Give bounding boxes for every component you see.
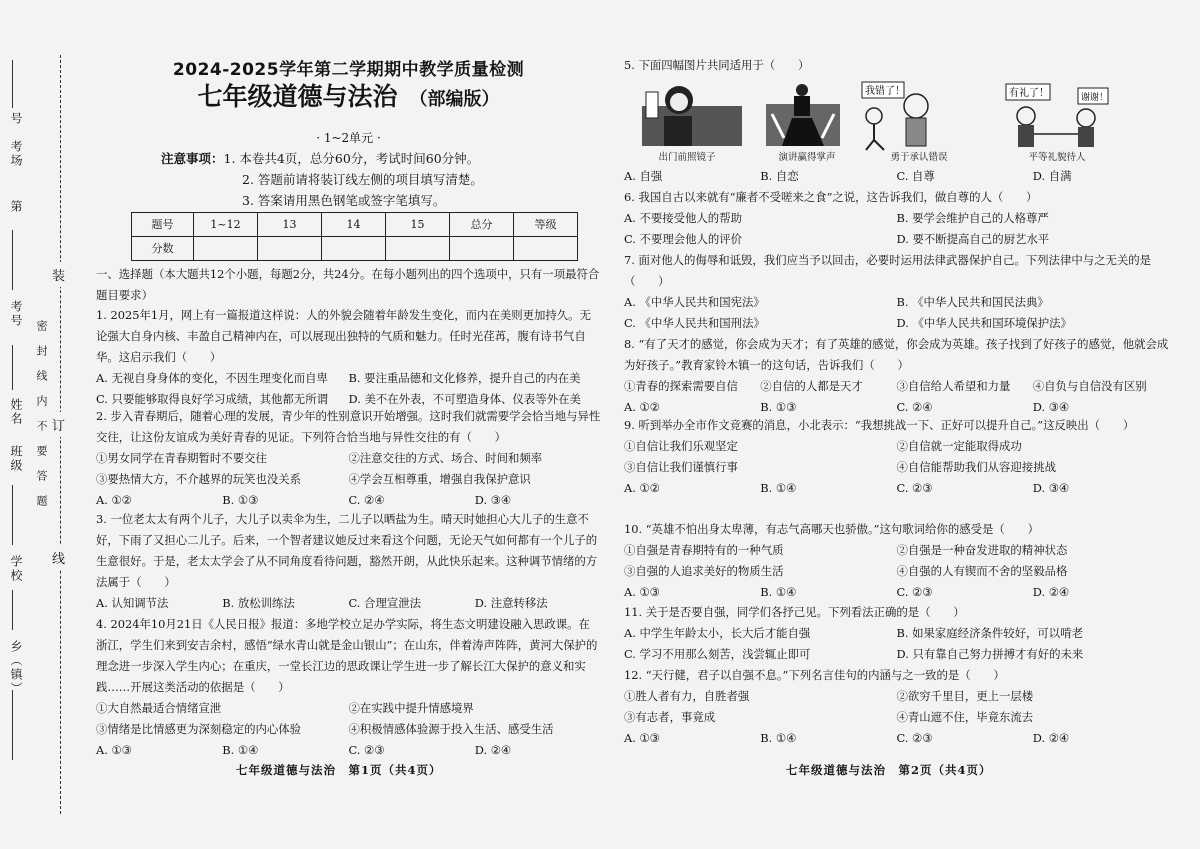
page-1-footer: 七年级道德与法治 第1页（共4页） (236, 763, 442, 777)
question-stem: 4. 2024年10月21日《人民日报》报道：多地学校立足办学实际，将生态文明建设融入思政课。在浙江，学生们来到安吉余村，感悟“绿水青山就是金山银山”；在山东，伴着涛声阵阵，黄河大保护的理念进一步深入学生内心；在重庆，一堂长江边的思政课让学生进一步了解长江大保护的意义和实践……开展这类活动的依据是（ ） (96, 617, 598, 694)
option-c[interactable]: C. 合理宣泄法 (348, 596, 422, 610)
score-header: 13 (258, 213, 322, 237)
question-1 (96, 305, 601, 410)
option-a[interactable]: A. ①② (624, 400, 660, 414)
question-stem: 3. 一位老太太有两个儿子，大儿子以卖伞为生，二儿子以晒盐为生。晴天时她担心大儿子的生意不好，下雨了又担心二儿子。后来，一个智者建议她反过来看这个问题，无论天气如何都有一个儿子的生意很好。于是，老太太学会了从不同角度看待问题，豁然开朗，从此快乐起来。这种调节情绪的方法属于（ ） (96, 512, 598, 589)
score-row (132, 237, 578, 261)
label-di: 第 (9, 200, 23, 214)
score-table (131, 212, 578, 261)
fold-note-2: 封 (35, 345, 48, 356)
option-c[interactable]: C. ②③ (896, 585, 933, 599)
label-kaohao: 考号 (9, 300, 23, 328)
fold-note-4: 内 (35, 395, 48, 406)
option-c[interactable]: C. ②④ (348, 493, 385, 507)
binding-margin (0, 0, 92, 849)
blank-class[interactable] (12, 485, 13, 545)
question-9 (624, 415, 1169, 499)
option-a[interactable]: A. 无视自身身体的变化，不因生理变化而自卑 (96, 371, 328, 385)
question-3 (96, 509, 601, 614)
blank-exam-no[interactable] (12, 230, 13, 290)
item-1: ①青春的探索需要自信 (624, 379, 738, 393)
item-4: ④自强的人有锲而不舍的坚毅品格 (896, 564, 1068, 578)
question-options (96, 740, 601, 761)
option-a[interactable]: A. ①③ (624, 585, 660, 599)
question-stem: 10. “英雄不怕出身太卑薄，有志气高哪天也骄傲。”这句歌词给你的感受是（ ） (624, 522, 1039, 536)
question-items (96, 448, 601, 490)
option-c[interactable]: C. 学习不用那么刻苦，浅尝辄止即可 (624, 647, 811, 661)
item-2: ②在实践中提升情感境界 (348, 701, 474, 715)
item-3: ③自信让我们谨慎行事 (624, 460, 738, 474)
option-a[interactable]: A. 不要接受他人的帮助 (624, 211, 742, 225)
subject-title (96, 82, 601, 111)
label-town: 乡（镇） (9, 640, 23, 696)
item-4: ④学会互相尊重，增强自我保护意识 (348, 472, 531, 486)
question-items (624, 376, 1169, 397)
option-c[interactable]: C. ②④ (896, 400, 933, 414)
option-b[interactable]: B. 《中华人民共和国民法典》 (896, 295, 1049, 309)
exam-title: 2024-2025学年第二学期期中教学质量检测 (172, 60, 525, 80)
option-c[interactable]: C. ②③ (896, 731, 933, 745)
item-3: ③有志者，事竟成 (624, 710, 716, 724)
picture-speech-icon (766, 84, 840, 146)
option-b[interactable]: B. ①④ (760, 585, 797, 599)
question-8 (624, 334, 1169, 418)
section-1-heading: 一、选择题（本大题共12个小题，每题2分，共24分。在每小题列出的四个选项中，只有一项最符合题目要求） (96, 267, 600, 302)
item-1: ①大自然最适合情绪宣泄 (96, 701, 222, 715)
question-items (624, 686, 1169, 728)
label-school: 学校 (9, 555, 23, 583)
question-6 (624, 187, 1169, 250)
question-options (624, 623, 1169, 665)
option-d[interactable]: D. ③④ (474, 493, 512, 507)
question-11 (624, 602, 1169, 665)
option-b[interactable]: B. 自恋 (760, 169, 799, 183)
item-4: ④自信能帮助我们从容迎接挑战 (896, 460, 1056, 474)
question-options (96, 490, 601, 511)
label-class: 班级 (9, 445, 23, 473)
bubble-text: 我错了！ (865, 86, 905, 97)
option-b[interactable]: B. 如果家庭经济条件较好，可以啃老 (896, 626, 1083, 640)
option-d[interactable]: D. ②④ (474, 743, 512, 757)
item-2: ②自信的人都是天才 (760, 379, 863, 393)
item-1: ①自信让我们乐观坚定 (624, 439, 738, 453)
option-d[interactable]: D. ②④ (1032, 585, 1070, 599)
option-c[interactable]: C. 不要理会他人的评价 (624, 232, 743, 246)
edition-label: （部编版） (409, 89, 500, 110)
option-b[interactable]: B. 要学会维护自己的人格尊严 (896, 211, 1049, 225)
option-d[interactable]: D. ③④ (1032, 400, 1070, 414)
caption-4: 平等礼貌待人 (1028, 152, 1086, 163)
option-b[interactable]: B. ①④ (760, 481, 797, 495)
fold-note-1: 密 (35, 320, 48, 331)
score-cell[interactable] (386, 237, 450, 261)
page-2-footer: 七年级道德与法治 第2页（共4页） (786, 763, 992, 777)
score-header: 14 (322, 213, 386, 237)
picture-polite-icon (1006, 84, 1108, 147)
item-4: ④自负与自信没有区别 (1032, 379, 1147, 393)
label-hao: 号 (9, 112, 23, 126)
option-b[interactable]: B. ①③ (222, 493, 259, 507)
question-stem: 6. 我国自古以来就有“廉者不受嗟来之食”之说，这告诉我们，做自尊的人（ ） (624, 190, 1038, 204)
option-a[interactable]: A. ①③ (624, 731, 660, 745)
binding-word-3: 线 (52, 545, 65, 570)
item-4: ④积极情感体验源于投入生活、感受生活 (348, 722, 554, 736)
blank-town[interactable] (12, 690, 13, 760)
question-items (624, 436, 1169, 478)
question-stem: 12. “天行健，君子以自强不息。”下列名言佳句的内涵与之一致的是（ ） (624, 668, 1005, 682)
question-stem: 8. “有了天才的感觉，你会成为天才；有了英雄的感觉，你会成为英雄。孩子找到了好孩子的感觉，他就会成为好孩子。”教育家铃木镇一的这句话，告诉我们（ ） (624, 337, 1169, 372)
question-7 (624, 250, 1169, 334)
score-cell[interactable] (322, 237, 386, 261)
option-d[interactable]: D. 自满 (1032, 169, 1072, 183)
caption-3: 勇于承认错误 (890, 152, 948, 163)
option-d[interactable]: D. ②④ (1032, 731, 1070, 745)
score-header: 1~12 (194, 213, 258, 237)
question-stem: 2. 步入青春期后，随着心理的发展，青少年的性别意识开始增强。这时我们就需要学会恰当地与异性交往，让这份友谊成为美好青春的见证。下列符合恰当地与异性交往的有（ ） (96, 409, 601, 444)
option-c[interactable]: C. ②③ (896, 481, 933, 495)
option-b[interactable]: B. 放松训练法 (222, 596, 295, 610)
score-header: 等级 (514, 213, 578, 237)
question-stem: 11. 关于是否要自强，同学们各抒己见。下列看法正确的是（ ） (624, 605, 965, 619)
question-options (624, 728, 1169, 749)
item-2: ②欲穷千里目，更上一层楼 (896, 689, 1034, 703)
score-header-row (132, 213, 578, 237)
question-options (624, 478, 1169, 499)
fold-note-7: 答 (35, 470, 48, 481)
item-3: ③自强的人追求美好的物质生活 (624, 564, 784, 578)
question-5-stem: 5. 下面四幅图片共同适用于（ ） (624, 58, 810, 72)
option-c[interactable]: C. 只要能够取得良好学习成绩，其他都无所谓 (96, 392, 328, 406)
blank-seat[interactable] (12, 60, 13, 108)
question-stem: 9. 听到举办全市作文竞赛的消息，小北表示：“我想挑战一下、正好可以提升自己。”这反映出（ ） (624, 418, 1135, 432)
item-1: ①自强是青春期特有的一种气质 (624, 543, 784, 557)
option-d[interactable]: D. 《中华人民共和国环境保护法》 (896, 316, 1072, 330)
question-stem: 7. 面对他人的侮辱和诋毁，我们应当予以回击，必要时运用法律武器保护自己。下列法律中与之无关的是（ ） (624, 253, 1152, 288)
exam-notes (161, 148, 483, 211)
item-1: ①胜人者有力，自胜者强 (624, 689, 750, 703)
option-b[interactable]: B. ①④ (760, 731, 797, 745)
item-2: ②注意交往的方式、场合、时间和频率 (348, 451, 543, 465)
option-d[interactable]: D. 注意转移法 (474, 596, 548, 610)
question-options (96, 368, 601, 410)
binding-word-1: 装 (52, 262, 65, 287)
caption-2: 演讲赢得掌声 (778, 152, 836, 163)
note-1: 1. 本卷共4页，总分60分，考试时间60分钟。 (223, 151, 480, 166)
question-options (96, 593, 601, 614)
caption-1: 出门前照镜子 (658, 152, 716, 163)
binding-word-2: 订 (52, 412, 65, 437)
question-4 (96, 614, 601, 761)
score-header: 总分 (450, 213, 514, 237)
question-2 (96, 406, 601, 511)
label-kaochang: 考场 (9, 140, 23, 168)
option-d[interactable]: D. 只有靠自己努力拼搏才有好的未来 (896, 647, 1084, 661)
option-d[interactable]: D. 美不在外表，不可塑造身体、仪表等外在美 (348, 392, 581, 406)
item-2: ②自信就一定能取得成功 (896, 439, 1022, 453)
question-options (624, 582, 1169, 603)
option-b[interactable]: B. ①④ (222, 743, 259, 757)
item-3: ③自信给人希望和力量 (896, 379, 1011, 393)
option-b[interactable]: B. ①③ (760, 400, 797, 414)
question-items (96, 698, 601, 740)
option-a[interactable]: A. ①② (624, 481, 660, 495)
fold-note-5: 不 (35, 420, 48, 431)
question-stem: 1. 2025年1月，网上有一篇报道这样说：人的外貌会随着年龄发生变化，而内在美则更加持久。无论强大自身内核、丰盈自己精神内在，可以展现出独特的气质和魅力。任时光荏苒，腹有诗书气自华。这启示我们（ ） (96, 308, 591, 364)
note-3: 3. 答案请用黑色钢笔或签字笔填写。 (242, 193, 446, 208)
question-5-options (624, 166, 1169, 187)
item-3: ③要热情大方，不介越界的玩笑也没关系 (96, 472, 302, 486)
note-2: 2. 答题前请将装订线左侧的项目填写清楚。 (242, 172, 483, 187)
score-cell[interactable] (194, 237, 258, 261)
item-1: ①男女同学在青春期暂时不要交往 (96, 451, 267, 465)
picture-apology-icon (862, 82, 928, 150)
blank-school[interactable] (12, 590, 13, 630)
blank-name[interactable] (12, 345, 13, 390)
option-c[interactable]: C. ②③ (348, 743, 385, 757)
score-cell[interactable] (514, 237, 578, 261)
score-cell[interactable] (450, 237, 514, 261)
item-4: ④青山遮不住，毕竟东流去 (896, 710, 1034, 724)
item-3: ③情绪是比情感更为深刻稳定的内心体验 (96, 722, 302, 736)
option-b[interactable]: B. 要注重品德和文化修养，提升自己的内在美 (348, 371, 581, 385)
option-a[interactable]: A. 中学生年龄太小，长大后才能自强 (624, 626, 811, 640)
question-options (624, 292, 1169, 334)
option-a[interactable]: A. 认知调节法 (96, 596, 169, 610)
question-items (624, 540, 1169, 582)
fold-note-6: 要 (35, 445, 48, 456)
option-d[interactable]: D. 要不断提高自己的厨艺水平 (896, 232, 1050, 246)
option-a[interactable]: A. ①③ (96, 743, 132, 757)
question-options (624, 208, 1169, 250)
score-header: 15 (386, 213, 450, 237)
fold-note-8: 题 (35, 495, 48, 506)
question-12 (624, 665, 1169, 749)
score-cell[interactable] (258, 237, 322, 261)
option-a[interactable]: A. ①② (96, 493, 132, 507)
fold-note-3: 线 (35, 370, 48, 381)
picture-mirror-icon (642, 86, 742, 146)
item-2: ②自强是一种奋发进取的精神状态 (896, 543, 1068, 557)
bubble-text: 有礼了！ (1009, 88, 1049, 99)
question-10 (624, 519, 1169, 603)
option-a[interactable]: A. 自强 (624, 169, 663, 183)
score-row-label: 分数 (132, 237, 194, 261)
option-c[interactable]: C. 自尊 (896, 169, 935, 183)
notes-label: 注意事项： (161, 151, 224, 166)
option-d[interactable]: D. ③④ (1032, 481, 1070, 495)
option-c[interactable]: C. 《中华人民共和国刑法》 (624, 316, 765, 330)
score-header: 题号 (132, 213, 194, 237)
subject-name: 七年级道德与法治 (197, 82, 398, 111)
unit-scope: · 1~2单元 · (316, 131, 381, 145)
bubble-text: 谢谢！ (1081, 93, 1109, 103)
option-a[interactable]: A. 《中华人民共和国宪法》 (624, 295, 765, 309)
label-name: 姓名 (9, 398, 23, 426)
